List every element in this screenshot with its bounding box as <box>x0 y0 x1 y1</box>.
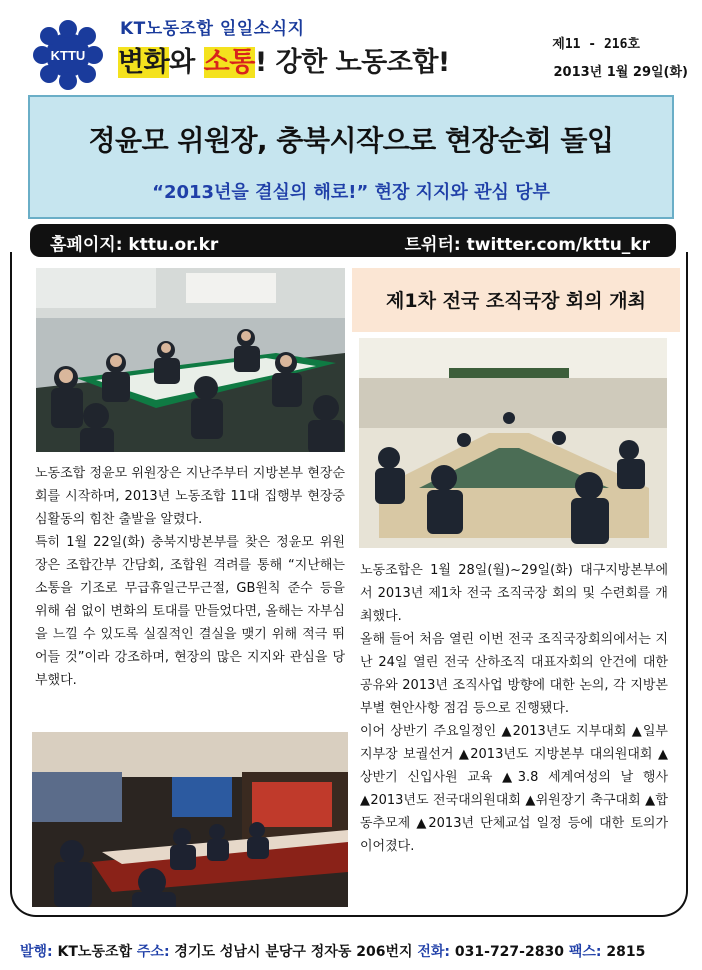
left-article-text <box>35 462 345 692</box>
logo-text: KTTU <box>50 48 86 63</box>
slogan <box>118 40 450 79</box>
section-box <box>352 268 680 332</box>
publisher-label: 발행: <box>20 944 53 960</box>
slogan-and: 와 <box>169 47 204 78</box>
right-paragraph-2: 올해 들어 처음 열린 이번 전국 조직국장회의에서는 지난 24일 열린 전국 산하조직 대표자회의 안건에 대한 공유와 2013년 조직사업 방향에 대한 논의, 각 지방본부별 현안사항 점검 등으로 진행됐다. <box>360 632 668 716</box>
footer <box>20 941 645 961</box>
photo-conference-room <box>359 338 667 548</box>
slogan-change: 변화 <box>118 47 170 78</box>
fax-label: 팩스: <box>568 944 602 960</box>
contact-bar <box>30 224 676 257</box>
issue-date: 2013년 1월 29일(화) <box>553 65 688 80</box>
phone-value: 031-727-2830 <box>450 944 569 960</box>
right-paragraph-1: 노동조합은 1월 28일(월)~29일(화) 대구지방본부에서 2013년 제1차 전국 조직국장 회의 및 수련회를 개최했다. <box>360 563 668 624</box>
address-value: 경기도 성남시 분당구 정자동 206번지 <box>169 944 418 960</box>
headline-subtitle: “2013년을 결실의 해로!” 현장 지지와 관심 당부 <box>152 182 550 203</box>
phone-label: 전화: <box>417 944 451 960</box>
right-paragraph-3: 이어 상반기 주요일정인 ▲2013년도 지부대회 ▲일부 지부장 보궐선거 ▲2013년도 지방본부 대의원대회 ▲상반기 신입사원 교육 ▲3.8 세계여성의 날 행사 ▲2013년도 전국대의원대회 ▲위원장기 축구대회 ▲합동추모제 ▲2013년 단체교섭 일정 등에 대한 토의가 이어졌다. <box>360 724 668 854</box>
left-paragraph-2: 특히 1월 22일(화) 충북지방본부를 찾은 정윤모 위원장은 조합간부 간담회, 조합원 격려를 통해 “지난해는 소통을 기조로 무급휴일근무근절, GB원칙 준수 등을 위해 쉼 없이 변화의 토대를 만들었다면, 올해는 자부심을 느낄 수 있도록 실질적인 결실을 맺기 위해 적극 뛰어들 것”이라 강조하며, 현장의 많은 지지와 관심을 당부했다. <box>35 535 345 688</box>
section-title: 제1차 전국 조직국장 회의 개최 <box>386 290 646 312</box>
org-name: KT노동조합 일일소식지 <box>120 19 305 39</box>
homepage-link[interactable]: 홈페이지: kttu.or.kr <box>50 235 219 255</box>
slogan-communication: 소통 <box>203 47 255 78</box>
headline-box <box>28 95 674 219</box>
slogan-strong-union: ! 강한 노동조합! <box>254 47 450 78</box>
right-article-text <box>360 559 668 858</box>
photo-banquet-hall <box>32 732 348 907</box>
kttu-logo <box>32 20 104 90</box>
left-paragraph-1: 노동조합 정윤모 위원장은 지난주부터 지방본부 현장순회를 시작하며, 2013년 노동조합 11대 집행부 현장중심활동의 힘찬 출발을 알렸다. <box>35 466 345 527</box>
issue-number: 제11 - 216호 <box>552 37 640 52</box>
publisher-value: KT노동조합 <box>52 944 137 960</box>
address-label: 주소: <box>136 944 170 960</box>
headline-title: 정윤모 위원장, 충북시작으로 현장순회 돌입 <box>88 124 614 157</box>
photo-meeting-chungbuk <box>36 268 345 452</box>
twitter-link[interactable]: 트위터: twitter.com/kttu_kr <box>404 235 650 255</box>
fax-value: 2815 <box>601 944 646 960</box>
